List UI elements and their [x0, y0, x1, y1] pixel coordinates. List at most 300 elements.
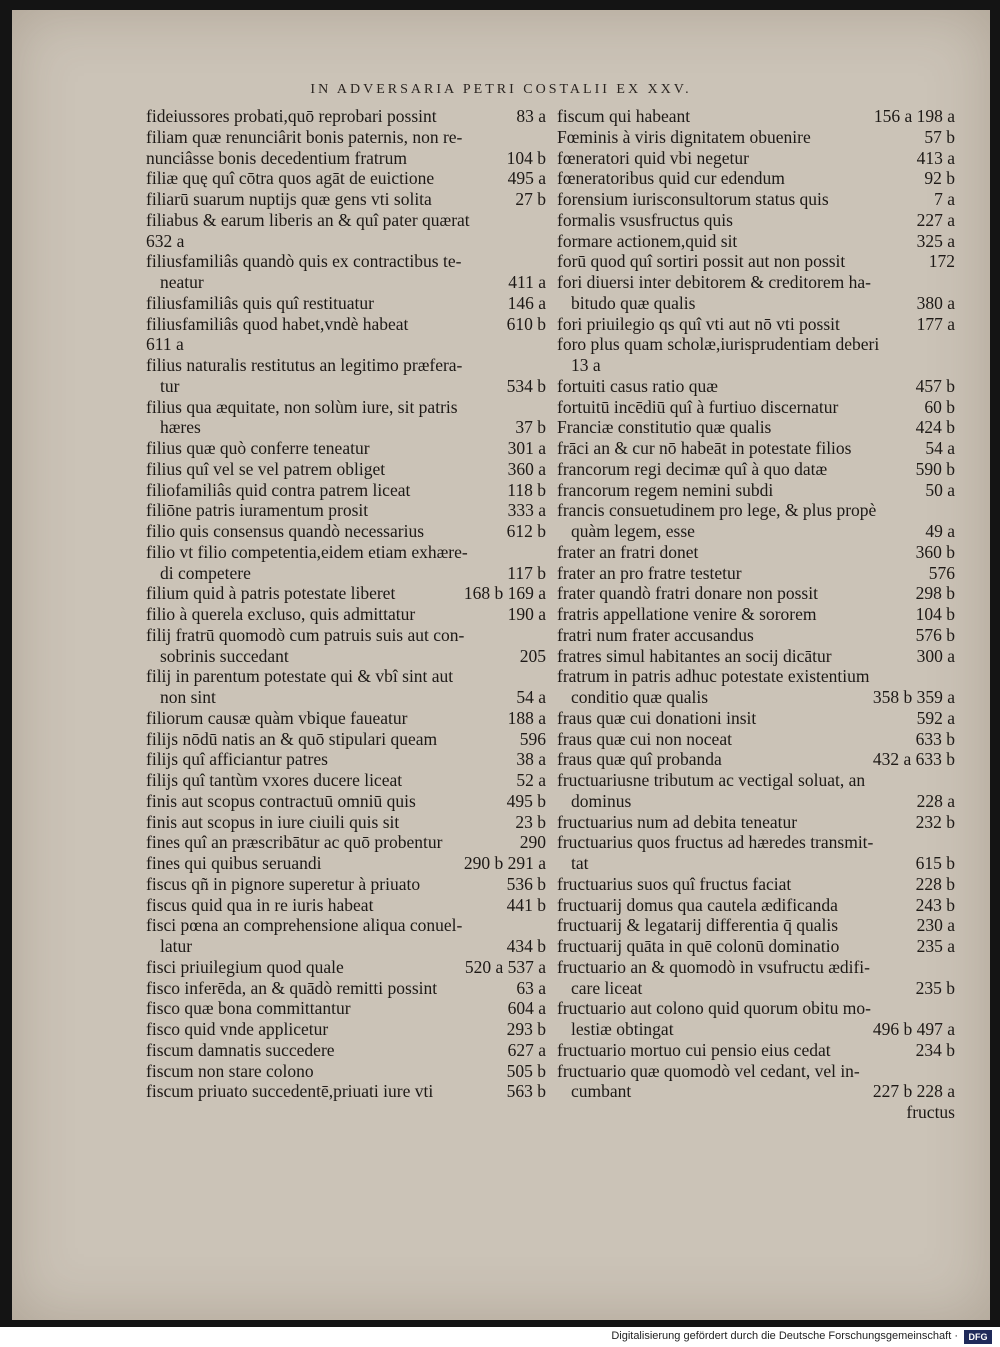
dfg-logo: DFG	[964, 1330, 992, 1344]
entry-text: di competere	[160, 562, 251, 583]
entry-text: tur	[160, 375, 180, 396]
index-entry	[146, 978, 546, 999]
entry-line	[557, 895, 955, 916]
entry-line	[146, 666, 546, 687]
entry-text: latur	[160, 936, 193, 956]
book-page	[12, 10, 990, 1320]
entry-line	[557, 397, 955, 418]
entry-text: care liceat	[571, 977, 643, 998]
entry-text: filiarū suarum nuptijs quæ gens vti solita	[146, 189, 432, 209]
entry-line	[146, 189, 546, 210]
page-reference: 227 a	[916, 209, 955, 230]
entry-text: fisci priuilegium quod quale	[146, 956, 344, 977]
index-entry	[557, 334, 955, 376]
entry-line	[146, 148, 546, 169]
entry-text: conditio quæ qualis	[571, 687, 709, 707]
page-reference: 104 b	[915, 604, 955, 624]
page-reference: 228 a	[916, 790, 955, 811]
index-entry	[146, 729, 546, 750]
entry-text: fines quî an præscribātur ac quō probentur	[146, 832, 443, 853]
entry-line	[146, 127, 546, 148]
index-entry	[146, 314, 546, 356]
entry-line	[146, 376, 546, 397]
index-entry	[557, 625, 955, 646]
index-entry	[146, 1040, 546, 1061]
entry-text: filiofamiliâs quid contra patrem liceat	[146, 479, 411, 500]
index-entry	[146, 459, 546, 480]
entry-text: dominus	[571, 790, 632, 811]
page-reference: 615 b	[915, 853, 955, 873]
page-reference: 596	[519, 728, 546, 749]
entry-text: fiscum qui habeant	[557, 106, 691, 126]
page-reference: 495 a	[507, 168, 546, 189]
entry-line	[146, 314, 546, 335]
page-reference: 298 b	[915, 583, 955, 604]
entry-text: forensium iurisconsultorum status quis	[557, 189, 829, 209]
page-reference: 57 b	[924, 126, 955, 147]
entry-line	[146, 957, 546, 978]
index-entry	[557, 314, 955, 335]
entry-text: fideiussores probati,quō reprobari possint	[146, 106, 437, 126]
entry-text: fructuario aut colono quid quorum obitu mo-	[557, 998, 871, 1019]
entry-line	[557, 1019, 955, 1040]
entry-text: finis aut scopus contractuū omniū quis	[146, 790, 416, 811]
index-entry	[557, 376, 955, 397]
page-reference: 188 a	[507, 707, 546, 728]
index-entry	[557, 583, 955, 604]
entry-text: francorum regem nemini subdi	[557, 479, 774, 500]
entry-line	[557, 1040, 955, 1061]
page-reference: 290 b 291 a	[463, 853, 546, 873]
index-entry	[146, 604, 546, 625]
page-reference: 505 b	[506, 1060, 546, 1081]
index-entry	[557, 729, 955, 750]
page-reference: 243 b	[915, 894, 955, 915]
entry-line	[557, 729, 955, 750]
page-reference: 576	[928, 562, 955, 583]
index-entry	[146, 770, 546, 791]
entry-line	[557, 812, 955, 833]
index-entry	[146, 874, 546, 895]
page-reference: 441 b	[506, 894, 546, 915]
page-reference: 54 a	[516, 687, 546, 707]
index-entry	[146, 583, 546, 604]
entry-line	[146, 832, 546, 853]
entry-text: fiscum priuato succedentē,priuati iure vti	[146, 1081, 434, 1102]
entry-text: nunciâsse bonis decedentium fratrum	[146, 147, 407, 168]
entry-line	[557, 749, 955, 770]
entry-line	[146, 978, 546, 999]
index-entry	[146, 625, 546, 667]
entry-line	[557, 231, 955, 252]
entry-text: quàm legem, esse	[571, 521, 695, 541]
index-entry	[557, 480, 955, 501]
entry-line	[557, 915, 955, 936]
index-entry	[557, 1061, 955, 1103]
page-reference: 38 a	[516, 749, 546, 770]
index-entry	[557, 770, 955, 812]
entry-line	[557, 168, 955, 189]
entry-text: fines qui quibus seruandi	[146, 853, 322, 873]
entry-text: fructuariusne tributum ac vectigal soluat, an	[557, 770, 866, 790]
index-entry	[557, 231, 955, 252]
index-entry	[146, 895, 546, 916]
entry-line	[557, 355, 955, 376]
entry-line	[146, 936, 546, 957]
entry-text: fori diuersi inter debitorem & creditorem ha-	[557, 272, 871, 292]
catchword: fructus	[906, 1102, 955, 1122]
index-entry	[146, 251, 546, 293]
entry-line	[146, 251, 546, 272]
index-entry	[557, 998, 955, 1040]
entry-text: filium quid à patris potestate liberet	[146, 583, 396, 604]
page-reference: 333 a	[507, 500, 546, 521]
page-reference: 536 b	[506, 873, 546, 894]
index-entry	[146, 998, 546, 1019]
entry-text: fiscus quid qua in re iuris habeat	[146, 894, 374, 915]
index-entry	[557, 915, 955, 936]
entry-text: fructuarius num ad debita teneatur	[557, 811, 798, 832]
entry-text: filijs nōdū natis an & quō stipulari queam	[146, 728, 438, 749]
page-reference: 590 b	[915, 458, 955, 479]
page-reference: 60 b	[924, 396, 955, 417]
page-reference: 360 a	[507, 458, 546, 479]
entry-line	[557, 957, 955, 978]
page-reference: 604 a	[507, 998, 546, 1019]
entry-line	[146, 998, 546, 1019]
entry-line	[557, 708, 955, 729]
entry-text: frater an fratri donet	[557, 541, 699, 562]
index-entry	[557, 459, 955, 480]
entry-text: fœneratori quid vbi negetur	[557, 147, 749, 168]
page-reference: 92 b	[924, 168, 955, 189]
page-reference: 633 b	[915, 728, 955, 749]
index-entry	[557, 500, 955, 542]
index-entry	[557, 168, 955, 189]
entry-text: fructuario quæ quomodò vel cedant, vel in-	[557, 1060, 860, 1081]
entry-text: sobrinis succedant	[160, 645, 289, 666]
index-entry	[146, 480, 546, 501]
entry-text: filius quæ quò conferre teneatur	[146, 438, 370, 458]
entry-text: fiscus qñ in pignore superetur à priuato	[146, 873, 421, 894]
entry-line	[557, 791, 955, 812]
digitization-footer	[0, 1327, 1000, 1347]
entry-line	[146, 397, 546, 418]
entry-text: non sint	[160, 687, 216, 707]
entry-text: fructuarij quāta in quē colonū dominatio	[557, 936, 840, 956]
index-entry	[146, 1061, 546, 1082]
index-column-right	[557, 106, 955, 1123]
entry-text: fructuarij & legatarij differentia q̄ qualis	[557, 915, 839, 936]
index-entry	[146, 438, 546, 459]
page-reference: 520 a 537 a	[464, 956, 546, 977]
index-column-left	[146, 106, 546, 1102]
entry-text: filiam quæ renunciârit bonis paternis, non re-	[146, 126, 463, 147]
page-reference: 380 a	[916, 292, 955, 313]
index-entry	[557, 189, 955, 210]
entry-line	[146, 749, 546, 770]
index-entry	[557, 708, 955, 729]
entry-text: francorum regi decimæ quî à quo datæ	[557, 458, 828, 479]
entry-text: fisco inferēda, an & quādò remitti possint	[146, 977, 438, 998]
entry-line	[557, 998, 955, 1019]
page-reference: 496 b 497 a	[872, 1019, 955, 1039]
entry-text: lestiæ obtingat	[571, 1019, 674, 1039]
entry-text: filio vt filio competentia,eidem etiam exhære-	[146, 541, 468, 562]
entry-line	[146, 687, 546, 708]
page-reference: 27 b	[515, 189, 546, 209]
index-entry	[146, 853, 546, 874]
page-reference: 83 a	[516, 106, 546, 126]
index-entry	[557, 417, 955, 438]
entry-line	[146, 770, 546, 791]
page-reference: 205	[519, 645, 546, 666]
page-reference: 413 a	[916, 147, 955, 168]
index-entry	[557, 397, 955, 418]
index-entry	[146, 127, 546, 169]
page-reference: 50 a	[925, 479, 955, 500]
entry-line	[146, 1061, 546, 1082]
page-reference: 227 b 228 a	[872, 1081, 955, 1102]
entry-text: foro plus quam scholæ,iurisprudentiam deberi	[557, 334, 880, 355]
entry-line	[146, 417, 546, 438]
index-entry	[146, 791, 546, 812]
page-reference: 300 a	[916, 645, 955, 666]
entry-line	[557, 583, 955, 604]
entry-line	[146, 1081, 546, 1102]
page-reference: 432 a 633 b	[872, 749, 955, 770]
index-entry	[146, 915, 546, 957]
entry-line	[557, 1061, 955, 1082]
entry-text: filius qua æquitate, non solùm iure, sit patris	[146, 396, 458, 417]
entry-line	[146, 459, 546, 480]
page-reference: 104 b	[506, 147, 546, 168]
page-reference: 610 b	[506, 313, 546, 334]
page-reference: 234 b	[915, 1039, 955, 1060]
index-entry	[146, 189, 546, 210]
page-reference: 434 b	[506, 936, 546, 956]
entry-text: fructuario mortuo cui pensio eius cedat	[557, 1039, 831, 1060]
index-entry	[557, 127, 955, 148]
entry-line	[146, 853, 546, 874]
entry-line	[557, 521, 955, 542]
page-reference: 230 a	[916, 915, 955, 936]
entry-text: filiabus & earum liberis an & quî pater quærat	[146, 209, 470, 230]
entry-line	[557, 936, 955, 957]
index-entry	[557, 832, 955, 874]
entry-text: filiōne patris iuramentum prosit	[146, 500, 369, 521]
index-entry	[557, 438, 955, 459]
entry-line	[557, 770, 955, 791]
entry-text: forū quod quî sortiri possit aut non possit	[557, 251, 846, 272]
entry-text: tat	[571, 853, 589, 873]
entry-text: filiæ quę quî cōtra quos agāt de euictione	[146, 168, 435, 189]
entry-line	[146, 1019, 546, 1040]
entry-line	[146, 604, 546, 625]
page-reference: 411 a	[508, 272, 546, 292]
page-reference: 172	[928, 251, 955, 272]
entry-line	[146, 646, 546, 667]
page-reference: 325 a	[916, 230, 955, 251]
index-entry	[146, 500, 546, 521]
index-entry	[146, 542, 546, 584]
entry-line	[146, 480, 546, 501]
page-reference: 232 b	[915, 811, 955, 832]
entry-line	[557, 480, 955, 501]
entry-line	[146, 915, 546, 936]
entry-text: filiusfamiliâs quandò quis ex contractibus te-	[146, 251, 462, 272]
entry-line	[557, 978, 955, 999]
entry-line	[557, 874, 955, 895]
entry-line	[146, 1040, 546, 1061]
entry-text: filio à querela excluso, quis admittatur	[146, 604, 416, 624]
entry-text: neatur	[160, 272, 204, 292]
entry-line	[557, 376, 955, 397]
entry-line	[557, 334, 955, 355]
entry-text: formalis vsusfructus quis	[557, 209, 733, 230]
entry-line	[146, 355, 546, 376]
entry-text: fori priuilegio qs quî vti aut nō vti possit	[557, 313, 840, 334]
page-reference: 301 a	[507, 438, 546, 458]
entry-line	[146, 500, 546, 521]
index-entry	[146, 106, 546, 127]
index-entry	[557, 812, 955, 833]
entry-text: fisco quid vnde applicetur	[146, 1019, 329, 1039]
entry-text: filijs quî tantùm vxores ducere liceat	[146, 770, 403, 790]
index-entry	[557, 604, 955, 625]
page-reference: 228 b	[915, 873, 955, 894]
entry-text: filij fratrū quomodò cum patruis suis aut con-	[146, 624, 465, 645]
page-reference: 495 b	[506, 790, 546, 811]
entry-line	[146, 563, 546, 584]
entry-text: fructuarius quos fructus ad hæredes transmit-	[557, 832, 874, 853]
entry-line	[146, 168, 546, 189]
index-entry	[557, 210, 955, 231]
entry-line	[146, 542, 546, 563]
page-reference: 52 a	[516, 770, 546, 790]
entry-line	[557, 459, 955, 480]
entry-line	[557, 251, 955, 272]
entry-line	[146, 334, 546, 355]
running-head: IN ADVERSARIA PETRI COSTALII EX XXV.	[310, 82, 692, 97]
entry-text: fisci pœna an comprehensione aliqua conuel-	[146, 915, 463, 936]
entry-text: formare actionem,quid sit	[557, 230, 738, 251]
index-entry	[557, 251, 955, 272]
entry-line	[557, 542, 955, 563]
entry-text: finis aut scopus in iure ciuili quis sit	[146, 811, 400, 832]
entry-line	[146, 231, 546, 252]
entry-text: fraus quæ cui donationi insit	[557, 707, 757, 728]
entry-text: frater quandò fratri donare non possit	[557, 583, 818, 604]
entry-line	[557, 604, 955, 625]
entry-line	[557, 853, 955, 874]
entry-line	[557, 417, 955, 438]
entry-text: fiscum damnatis succedere	[146, 1039, 335, 1060]
index-entry	[557, 666, 955, 708]
index-entry	[146, 832, 546, 853]
page-reference: 23 b	[515, 811, 546, 832]
entry-line	[146, 293, 546, 314]
footer-credit: Digitalisierung gefördert durch die Deutsche Forschungsgemeinschaft ·	[611, 1330, 958, 1342]
index-entry	[146, 521, 546, 542]
page-reference: 360 b	[915, 541, 955, 562]
entry-text: filiorum causæ quàm vbique faueatur	[146, 707, 408, 728]
entry-text: francis consuetudinem pro lege, & plus propè	[557, 500, 877, 521]
page-reference: 118 b	[507, 479, 546, 500]
index-entry	[557, 936, 955, 957]
entry-text: 632 a	[146, 230, 185, 251]
entry-text: fortuitū incēdiū quî à furtiuo discernatur	[557, 396, 839, 417]
entry-text: fructuarius suos quî fructus faciat	[557, 873, 792, 894]
entry-line	[557, 646, 955, 667]
entry-text: fortuiti casus ratio quæ	[557, 375, 718, 396]
index-entry	[557, 895, 955, 916]
entry-text: fratres simul habitantes an socij dicātur	[557, 645, 832, 666]
index-entry	[146, 210, 546, 252]
index-entry	[146, 1081, 546, 1102]
index-entry	[146, 168, 546, 189]
page-reference: 534 b	[506, 375, 546, 396]
index-entry	[146, 293, 546, 314]
entry-line	[146, 708, 546, 729]
page-reference: 627 a	[507, 1039, 546, 1060]
entry-line	[557, 832, 955, 853]
index-entry	[146, 812, 546, 833]
entry-text: filius quî vel se vel patrem obliget	[146, 458, 386, 479]
entry-text: fratrum in patris adhuc potestate existentium	[557, 666, 870, 687]
entry-text: filio quis consensus quandò necessarius	[146, 521, 425, 541]
entry-line	[557, 625, 955, 646]
entry-line	[146, 895, 546, 916]
entry-text: cumbant	[571, 1081, 632, 1102]
catchword-line	[557, 1102, 955, 1123]
entry-line	[146, 210, 546, 231]
entry-text: filiusfamiliâs quod habet,vndè habeat	[146, 313, 409, 334]
index-entry	[557, 874, 955, 895]
index-entry	[557, 272, 955, 314]
entry-text: fratris appellatione venire & sororem	[557, 604, 817, 624]
page-reference: 54 a	[925, 438, 955, 458]
index-entry	[557, 957, 955, 999]
page-reference: 177 a	[916, 313, 955, 334]
index-entry	[146, 749, 546, 770]
entry-text: filij in parentum potestate qui & vbî sint aut	[146, 666, 454, 687]
index-entry	[557, 646, 955, 667]
page-reference: 146 a	[507, 292, 546, 313]
entry-line	[557, 687, 955, 708]
page-reference: 424 b	[915, 417, 955, 438]
entry-text: fisco quæ bona committantur	[146, 998, 351, 1019]
page-reference: 49 a	[925, 521, 955, 541]
entry-line	[557, 148, 955, 169]
index-entry	[146, 397, 546, 439]
index-entry	[146, 666, 546, 708]
page-reference: 290	[519, 832, 546, 853]
page-reference: 7 a	[934, 189, 955, 209]
entry-text: filijs quî afficiantur patres	[146, 749, 328, 770]
page-reference: 235 b	[915, 977, 955, 998]
entry-text: bitudo quæ qualis	[571, 292, 696, 313]
page-reference: 358 b 359 a	[872, 687, 955, 707]
entry-line	[146, 106, 546, 127]
entry-line	[146, 874, 546, 895]
page-reference: 563 b	[506, 1081, 546, 1102]
entry-text: filius naturalis restitutus an legitimo præfera-	[146, 355, 463, 375]
entry-line	[146, 812, 546, 833]
page-reference: 457 b	[915, 375, 955, 396]
entry-text: fructuario an & quomodò in vsufructu ædifi-	[557, 956, 870, 977]
index-entry	[557, 106, 955, 127]
